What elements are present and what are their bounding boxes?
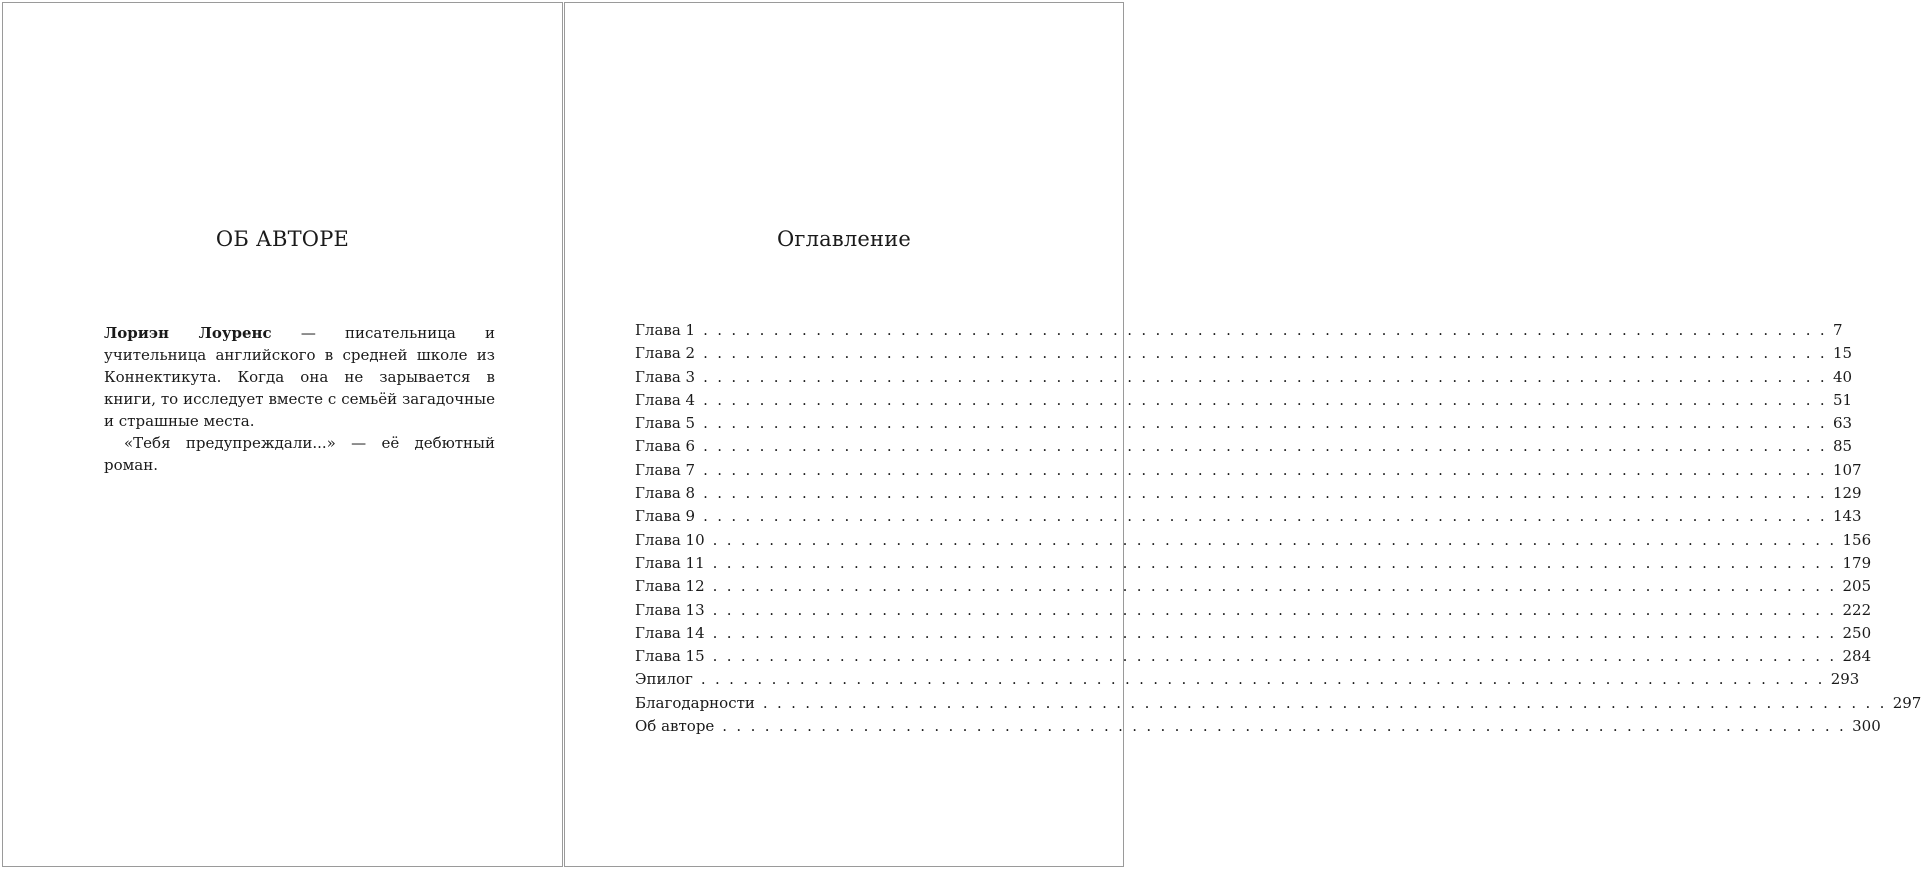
toc-entry-page-number: 7 xyxy=(1832,321,1843,339)
toc-dot-leader: . . . . . . . . . . . . . . . . . . . . . . . . . . . . . . . . . . . . . . . . . . . . . . . . . . . . . . . . . . . . . . . . . . . . . . . . . . . . . . . . xyxy=(703,367,1827,386)
toc-entry[interactable] xyxy=(635,717,1881,740)
toc-entry[interactable] xyxy=(635,367,1853,391)
toc-entry[interactable] xyxy=(635,437,1853,460)
toc-entry-page-number: 222 xyxy=(1842,600,1872,619)
toc-entry-label: Глава 2 xyxy=(635,344,696,363)
toc-entry-page-number: 293 xyxy=(1830,670,1860,689)
toc-entry-label: Глава 12 xyxy=(635,577,705,596)
toc-entry-page-number: 179 xyxy=(1842,553,1872,572)
toc-entry-page-number: 51 xyxy=(1832,390,1853,409)
toc-entry[interactable] xyxy=(635,507,1862,530)
toc-dot-leader: . . . . . . . . . . . . . . . . . . . . . . . . . . . . . . . . . . . . . . . . . . . . . . . . . . . . . . . . . . . . . . . . . . . . . . . . . . . . . . . . xyxy=(703,484,1827,503)
toc-entry-page-number: 284 xyxy=(1842,647,1872,666)
bio-debut-paragraph: «Тебя предупреждали...» — её дебютный роман. xyxy=(104,434,495,474)
toc-dot-leader: . . . . . . . . . . . . . . . . . . . . . . . . . . . . . . . . . . . . . . . . . . . . . . . . . . . . . . . . . . . . . . . . . . . . . . . . . . . . . . . . xyxy=(703,414,1827,433)
toc-entry-label: Глава 10 xyxy=(635,530,705,549)
toc-entry-page-number: 250 xyxy=(1842,623,1872,642)
toc-entry-label: Глава 4 xyxy=(635,390,696,409)
toc-entry-label: Глава 5 xyxy=(635,414,696,433)
toc-entry-page-number: 143 xyxy=(1832,507,1862,526)
toc-dot-leader: . . . . . . . . . . . . . . . . . . . . . . . . . . . . . . . . . . . . . . . . . . . . . . . . . . . . . . . . . . . . . . . . . . . . . . . . . . . . . . . . xyxy=(703,437,1827,456)
left-page xyxy=(2,2,563,867)
toc-entry-label: Глава 11 xyxy=(635,553,705,572)
toc-entry[interactable] xyxy=(635,647,1872,670)
toc-entry[interactable] xyxy=(635,623,1872,647)
toc-entry[interactable] xyxy=(635,414,1853,437)
toc-entry-label: Глава 7 xyxy=(635,460,696,479)
toc-entry[interactable] xyxy=(635,321,1843,344)
toc-entry-label: Глава 1 xyxy=(635,321,696,339)
toc-dot-leader: . . . . . . . . . . . . . . . . . . . . . . . . . . . . . . . . . . . . . . . . . . . . . . . . . . . . . . . . . . . . . . . . . . . . . . . . . . . . . . . . xyxy=(712,530,1837,549)
author-name: Лориэн Лоуренс xyxy=(104,324,272,342)
toc-entry-label: Глава 13 xyxy=(635,600,705,619)
toc-dot-leader: . . . . . . . . . . . . . . . . . . . . . . . . . . . . . . . . . . . . . . . . . . . . . . . . . . . . . . . . . . . . . . . . . . . . . . . . . . . . . . . . xyxy=(703,390,1827,409)
toc-dot-leader: . . . . . . . . . . . . . . . . . . . . . . . . . . . . . . . . . . . . . . . . . . . . . . . . . . . . . . . . . . . . . . . . . . . . . . . . . . . . . . . . xyxy=(712,647,1837,666)
table-of-contents xyxy=(635,321,1921,740)
toc-entry[interactable] xyxy=(635,600,1872,624)
toc-entry-page-number: 205 xyxy=(1842,577,1872,596)
toc-entry[interactable] xyxy=(635,484,1862,507)
toc-dot-leader: . . . . . . . . . . . . . . . . . . . . . . . . . . . . . . . . . . . . . . . . . . . . . . . . . . . . . . . . . . . . . . . . . . . . . . . . . . . . . . . . xyxy=(762,693,1887,712)
toc-entry[interactable] xyxy=(635,553,1872,577)
toc-entry-label: Глава 14 xyxy=(635,623,705,642)
toc-entry-page-number: 107 xyxy=(1832,460,1862,479)
toc-entry[interactable] xyxy=(635,390,1853,414)
toc-entry[interactable] xyxy=(635,344,1853,367)
toc-heading: Оглавление xyxy=(776,227,912,251)
bio-text: — писательница и учительница английского в средней школе из Коннектикута. Когда она не зарывается в книги, то исследует вместе с семьёй загадочные и страшные места. xyxy=(104,324,495,430)
toc-entry-label: Глава 3 xyxy=(635,367,696,386)
toc-entry-label: Об авторе xyxy=(635,717,715,736)
toc-dot-leader: . . . . . . . . . . . . . . . . . . . . . . . . . . . . . . . . . . . . . . . . . . . . . . . . . . . . . . . . . . . . . . . . . . . . . . . . . . . . . . . . xyxy=(703,321,1827,339)
toc-entry-page-number: 63 xyxy=(1832,414,1853,433)
toc-entry-label: Глава 9 xyxy=(635,507,696,526)
toc-dot-leader: . . . . . . . . . . . . . . . . . . . . . . . . . . . . . . . . . . . . . . . . . . . . . . . . . . . . . . . . . . . . . . . . . . . . . . . . . . . . . . . . xyxy=(703,507,1827,526)
toc-entry[interactable] xyxy=(635,530,1872,554)
author-bio xyxy=(104,322,495,476)
toc-dot-leader: . . . . . . . . . . . . . . . . . . . . . . . . . . . . . . . . . . . . . . . . . . . . . . . . . . . . . . . . . . . . . . . . . . . . . . . . . . . . . . . . xyxy=(712,623,1837,642)
toc-entry-page-number: 40 xyxy=(1832,367,1853,386)
toc-entry-page-number: 156 xyxy=(1842,530,1872,549)
toc-entry[interactable] xyxy=(635,693,1921,717)
toc-entry[interactable] xyxy=(635,577,1872,600)
bio-paragraph xyxy=(104,322,495,432)
toc-entry-label: Глава 15 xyxy=(635,647,705,666)
toc-entry-label: Эпилог xyxy=(635,670,693,689)
toc-entry-label: Глава 8 xyxy=(635,484,696,503)
toc-dot-leader: . . . . . . . . . . . . . . . . . . . . . . . . . . . . . . . . . . . . . . . . . . . . . . . . . . . . . . . . . . . . . . . . . . . . . . . . . . . . . . . . xyxy=(703,460,1827,479)
toc-dot-leader: . . . . . . . . . . . . . . . . . . . . . . . . . . . . . . . . . . . . . . . . . . . . . . . . . . . . . . . . . . . . . . . . . . . . . . . . . . . . . . . . xyxy=(712,553,1837,572)
toc-entry-label: Благодарности xyxy=(635,693,755,712)
toc-entry[interactable] xyxy=(635,460,1862,484)
toc-entry-page-number: 297 xyxy=(1892,693,1921,712)
toc-dot-leader: . . . . . . . . . . . . . . . . . . . . . . . . . . . . . . . . . . . . . . . . . . . . . . . . . . . . . . . . . . . . . . . . . . . . . . . . . . . . . . . . xyxy=(700,670,1825,689)
toc-dot-leader: . . . . . . . . . . . . . . . . . . . . . . . . . . . . . . . . . . . . . . . . . . . . . . . . . . . . . . . . . . . . . . . . . . . . . . . . . . . . . . . . xyxy=(722,717,1847,736)
toc-dot-leader: . . . . . . . . . . . . . . . . . . . . . . . . . . . . . . . . . . . . . . . . . . . . . . . . . . . . . . . . . . . . . . . . . . . . . . . . . . . . . . . . xyxy=(712,600,1837,619)
toc-entry[interactable] xyxy=(635,670,1860,693)
toc-entry-page-number: 300 xyxy=(1852,717,1881,736)
right-page xyxy=(564,2,1921,867)
toc-entry-page-number: 129 xyxy=(1832,484,1862,503)
toc-dot-leader: . . . . . . . . . . . . . . . . . . . . . . . . . . . . . . . . . . . . . . . . . . . . . . . . . . . . . . . . . . . . . . . . . . . . . . . . . . . . . . . . xyxy=(712,577,1837,596)
toc-dot-leader: . . . . . . . . . . . . . . . . . . . . . . . . . . . . . . . . . . . . . . . . . . . . . . . . . . . . . . . . . . . . . . . . . . . . . . . . . . . . . . . . xyxy=(703,344,1827,363)
toc-entry-page-number: 15 xyxy=(1832,344,1853,363)
toc-entry-page-number: 85 xyxy=(1832,437,1853,456)
toc-entry-label: Глава 6 xyxy=(635,437,696,456)
about-author-heading: ОБ АВТОРЕ xyxy=(215,227,350,251)
